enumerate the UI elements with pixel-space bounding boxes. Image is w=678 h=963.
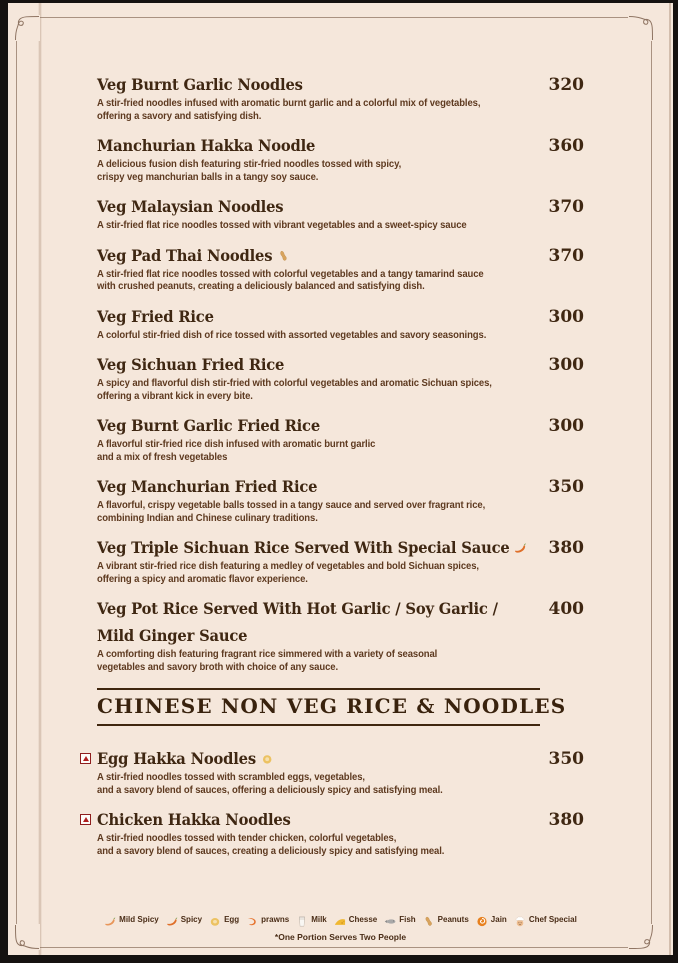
menu-item-main: [97, 599, 584, 674]
corner-ornament-icon: [14, 15, 40, 41]
legend-item: [476, 914, 507, 925]
item-description-line: offering a savory and satisfying dish.: [97, 110, 262, 122]
fish-icon: [384, 914, 396, 925]
menu-item: [97, 136, 584, 184]
menu-item-main: [97, 810, 584, 858]
item-description-line: crispy veg manchurian balls in a tangy soy sauce.: [97, 171, 319, 183]
legend-label: Mild Spicy: [119, 915, 159, 924]
item-price: 320: [548, 75, 584, 95]
menu-item: [97, 749, 584, 797]
legend: [8, 914, 673, 925]
item-description-line: offering a spicy and aromatic flavor experience.: [97, 573, 308, 585]
item-price: 380: [548, 810, 584, 830]
menu-item: [97, 197, 584, 233]
item-price: 360: [548, 136, 584, 156]
item-name: [97, 197, 584, 217]
item-name-line: [97, 810, 545, 830]
item-description-line: A stir-fried flat rice noodles tossed with vibrant vegetables and a sweet-spicy sauce: [97, 220, 467, 231]
menu-item-main: [97, 416, 584, 464]
item-price: 400: [548, 599, 584, 619]
item-description: [97, 330, 584, 343]
menu-item: [97, 538, 584, 586]
item-name: [97, 307, 584, 327]
spicy-chili-icon: [166, 914, 178, 925]
legend-item: [166, 914, 202, 925]
page-edge-line: [669, 3, 671, 955]
menu-item-main: [97, 75, 584, 123]
item-name: [97, 810, 584, 830]
peanut-icon: [277, 247, 290, 259]
item-description-line: and a mix of fresh vegetables: [97, 451, 228, 463]
legend-label: Milk: [311, 915, 327, 924]
legend-label: Egg: [224, 915, 240, 924]
item-name-line: [97, 246, 545, 266]
item-description: [97, 439, 584, 464]
item-description: [97, 269, 584, 294]
item-price: 300: [548, 355, 584, 375]
page-fold-line: [38, 3, 42, 955]
item-price: 300: [548, 416, 584, 436]
menu-item: [97, 246, 584, 294]
legend-item: [246, 914, 289, 925]
legend-item: [334, 914, 377, 925]
item-description: [97, 98, 584, 123]
item-name-text: Chicken Hakka Noodles: [97, 810, 291, 829]
mild-spicy-chili-icon: [104, 914, 116, 925]
item-name-text: Veg Burnt Garlic Noodles: [97, 75, 303, 94]
item-name-line: [97, 599, 545, 619]
item-price: 370: [548, 245, 584, 266]
corner-ornament-icon: [628, 15, 654, 41]
legend-label: Chesse: [348, 915, 378, 924]
item-price: 370: [548, 197, 584, 217]
item-name: [97, 246, 584, 266]
item-name-text: Veg Fried Rice: [97, 306, 214, 326]
menu-item: [97, 416, 584, 464]
menu-item: [97, 355, 584, 403]
item-description: [97, 561, 584, 586]
item-description-line: and a savory blend of sauces, creating a deliciously spicy and satisfying meal.: [97, 845, 445, 857]
item-name-text: Veg Burnt Garlic Fried Rice: [97, 416, 321, 435]
item-description-line: A stir-fried flat rice noodles tossed with colorful vegetables and a tangy tamarind sauce: [97, 268, 484, 280]
menu-item: [97, 810, 584, 858]
item-description-line: combining Indian and Chinese culinary traditions.: [97, 512, 318, 524]
menu-item-main: [97, 197, 584, 233]
menu-item-main: [97, 477, 584, 525]
item-name-text: Veg Manchurian Fried Rice: [97, 477, 318, 496]
item-price: 350: [548, 749, 584, 769]
item-description-line: A colorful stir-fried dish of rice tossed with assorted vegetables and savory seasonings.: [97, 329, 487, 341]
item-name-text: Veg Pad Thai Noodles: [97, 245, 273, 265]
menu-item: [97, 599, 584, 674]
nonveg-triangle: [83, 817, 89, 822]
legend-item: [384, 914, 415, 925]
item-description-line: A stir-fried noodles tossed with tender chicken, colorful vegetables,: [97, 833, 397, 844]
nonveg-triangle: [83, 756, 89, 761]
item-name: [97, 599, 584, 646]
item-description: [97, 220, 584, 233]
peanut-icon: [423, 914, 435, 925]
item-description-line: A stir-fried noodles infused with aromatic burnt garlic and a colorful mix of vegetables,: [97, 98, 481, 109]
item-name-line: [97, 307, 545, 327]
milk-icon: [296, 914, 308, 925]
item-description-line: and a savory blend of sauces, offering a deliciously spicy and satisfying meal.: [97, 784, 443, 796]
section-header: [97, 688, 567, 726]
nonveg-marker-icon: [80, 753, 91, 764]
item-name-text: Mild Ginger Sauce: [97, 626, 248, 645]
menu-item: [97, 75, 584, 123]
menu-item-main: [97, 355, 584, 403]
jain-icon: [476, 914, 488, 925]
item-description-line: A comforting dish featuring fragrant rice simmered with a variety of seasonal: [97, 649, 438, 660]
legend-label: Chef Special: [528, 915, 577, 924]
item-description-line: A flavorful stir-fried rice dish infused with aromatic burnt garlic: [97, 439, 376, 450]
egg-icon: [209, 914, 221, 925]
item-price: 350: [548, 477, 584, 497]
legend-label: prawns: [261, 915, 290, 924]
item-description-line: A flavorful, crispy vegetable balls tossed in a tangy sauce and served over fragrant rice,: [97, 500, 486, 511]
item-description-line: A vibrant stir-fried rice dish featuring a medley of vegetables and bold Sichuan spices,: [97, 561, 479, 572]
item-description-line: A spicy and flavorful dish stir-fried with colorful vegetables and aromatic Sichuan spices,: [97, 378, 492, 389]
item-description: [97, 772, 584, 797]
item-name: [97, 749, 584, 769]
menu-item-main: [97, 136, 584, 184]
item-name-text: Veg Triple Sichuan Rice Served With Special Sauce: [97, 538, 510, 557]
item-name-line: [97, 197, 545, 217]
legend-item: [296, 914, 327, 925]
menu-item-main: [97, 307, 584, 343]
item-price: 300: [548, 306, 584, 327]
legend-label: Fish: [399, 915, 416, 924]
item-name: [97, 355, 584, 375]
item-description-line: A delicious fusion dish featuring stir-fried noodles tossed with spicy,: [97, 159, 402, 170]
item-description-line: A stir-fried noodles tossed with scrambled eggs, vegetables,: [97, 772, 365, 783]
menu-item: [97, 307, 584, 343]
legend-item: [423, 914, 469, 925]
item-name-line: [97, 749, 545, 769]
item-name-line: [97, 416, 545, 436]
nonveg-marker-icon: [80, 814, 91, 825]
legend-label: Jain: [490, 915, 507, 924]
item-name-text: Veg Malaysian Noodles: [97, 197, 284, 216]
menu-item-main: [97, 749, 584, 797]
item-name-text: Egg Hakka Noodles: [97, 749, 256, 768]
item-name-text: Veg Pot Rice Served With Hot Garlic / Soy Garlic /: [97, 599, 498, 618]
item-name-line: [97, 75, 545, 95]
footnote: *One Portion Serves Two People: [274, 932, 407, 942]
egg-icon: [261, 750, 274, 762]
item-name-line: [97, 477, 545, 497]
item-description: [97, 500, 584, 525]
item-name-line: [97, 136, 545, 156]
menu-page: [8, 3, 673, 955]
menu-item-main: [97, 246, 584, 294]
item-description: [97, 649, 584, 674]
item-name-line: [97, 355, 545, 375]
item-name-text: Veg Sichuan Fried Rice: [97, 355, 285, 374]
item-description: [97, 833, 584, 858]
section-title: CHINESE NON VEG RICE & NOODLES: [97, 694, 567, 718]
item-name: [97, 477, 584, 497]
item-name: [97, 136, 584, 156]
item-description-line: vegetables and savory broth with choice of any sauce.: [97, 661, 338, 673]
item-price: 380: [548, 538, 584, 558]
chef-special-icon: [514, 914, 526, 925]
item-description-line: offering a vibrant kick in every bite.: [97, 390, 253, 402]
item-name-line: [97, 538, 545, 558]
legend-item: [104, 914, 159, 925]
cheese-icon: [334, 914, 346, 925]
menu-item: [97, 477, 584, 525]
item-name: [97, 538, 584, 558]
item-description: [97, 159, 584, 184]
menu-item-main: [97, 538, 584, 586]
item-name-line: [97, 626, 545, 646]
prawn-icon: [246, 914, 258, 925]
legend-item: [209, 914, 239, 925]
item-name: [97, 75, 584, 95]
item-description-line: with crushed peanuts, creating a deliciously balanced and satisfying dish.: [97, 281, 425, 292]
item-name: [97, 416, 584, 436]
legend-item: [514, 914, 577, 925]
menu-content: [97, 75, 584, 871]
item-name-text: Manchurian Hakka Noodle: [97, 136, 316, 155]
spicy-chili-icon: [514, 539, 527, 551]
item-description: [97, 378, 584, 403]
legend-label: Peanuts: [437, 915, 469, 924]
legend-label: Spicy: [180, 915, 203, 924]
